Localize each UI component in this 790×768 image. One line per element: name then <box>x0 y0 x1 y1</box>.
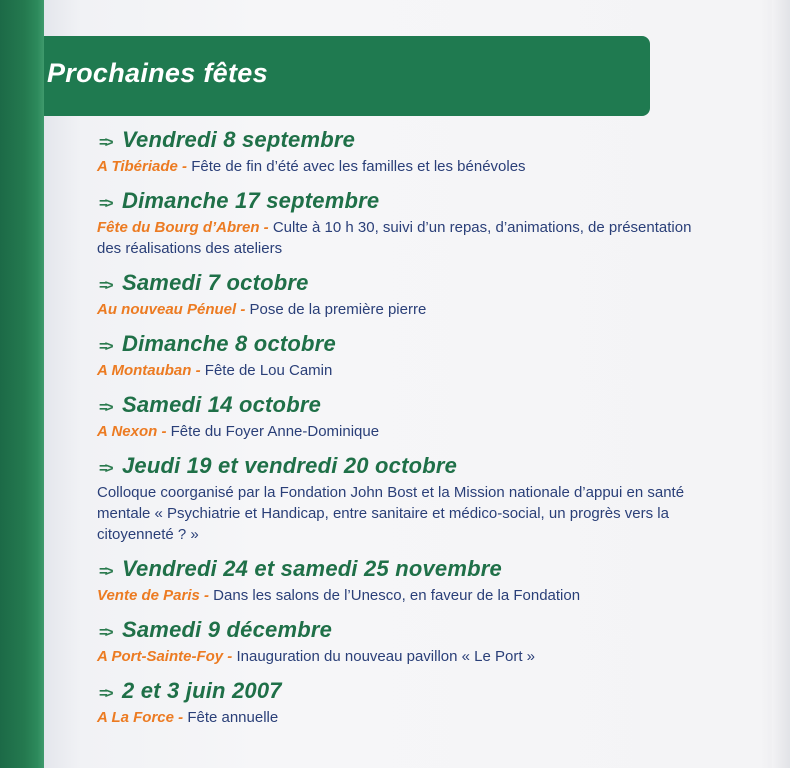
event-text: Fête du Foyer Anne-Dominique <box>170 423 380 440</box>
event-item <box>97 267 750 328</box>
event-place: A Port-Sainte-Foy <box>97 648 224 665</box>
page-edge <box>772 0 790 768</box>
event-text: Fête de Lou Camin <box>204 362 333 379</box>
event-date: Samedi 14 octobre <box>122 392 322 417</box>
event-separator: - <box>191 362 205 379</box>
arrow-right-icon: => <box>99 563 111 580</box>
event-list <box>97 124 750 736</box>
event-date: Dimanche 17 septembre <box>122 188 380 213</box>
event-date: Vendredi 24 et samedi 25 novembre <box>122 556 502 581</box>
event-text: Fête de fin d’été avec les familles et les bénévoles <box>191 158 526 175</box>
event-text: Inauguration du nouveau pavillon « Le Port » <box>236 648 536 665</box>
event-place: A Tibériade <box>97 158 178 175</box>
event-date: Samedi 9 décembre <box>122 617 333 642</box>
event-text: Culte à 10 h 30, suivi d’un repas, d’animations, de présentation des réalisations des ateliers <box>97 219 692 257</box>
event-item <box>97 614 750 675</box>
event-separator: - <box>199 587 214 604</box>
event-date: Dimanche 8 octobre <box>122 331 336 356</box>
event-text: Fête annuelle <box>187 709 279 726</box>
event-place: Vente de Paris <box>97 587 200 604</box>
event-description <box>97 156 637 185</box>
event-place: Au nouveau Pénuel <box>97 301 237 318</box>
event-description <box>97 421 750 450</box>
event-date: Jeudi 19 et vendredi 20 octobre <box>122 453 458 478</box>
arrow-right-icon: => <box>99 134 111 151</box>
event-separator: - <box>236 301 250 318</box>
event-date: Samedi 7 octobre <box>122 270 309 295</box>
event-item <box>97 675 750 736</box>
event-separator: - <box>173 709 188 726</box>
arrow-right-icon: => <box>99 277 111 294</box>
arrow-right-icon: => <box>99 624 111 641</box>
event-description <box>97 299 750 328</box>
event-item <box>97 124 750 185</box>
event-item <box>97 328 750 389</box>
event-description <box>97 707 750 736</box>
event-description <box>97 217 697 267</box>
arrow-right-icon: => <box>99 338 111 355</box>
event-item <box>97 450 750 553</box>
event-place: Fête du Bourg d’Abren <box>97 219 260 236</box>
event-date: 2 et 3 juin 2007 <box>122 678 282 703</box>
event-place: A La Force <box>97 709 174 726</box>
event-separator: - <box>259 219 273 236</box>
arrow-right-icon: => <box>99 399 111 416</box>
event-separator: - <box>177 158 192 175</box>
event-text: Pose de la première pierre <box>249 301 427 318</box>
event-description <box>97 585 750 614</box>
event-description <box>97 482 737 553</box>
binding-spine <box>0 0 44 768</box>
event-description <box>97 360 750 389</box>
event-place: A Montauban <box>97 362 192 379</box>
arrow-right-icon: => <box>99 685 111 702</box>
event-separator: - <box>223 648 237 665</box>
event-text: Colloque coorganisé par la Fondation John Bost et la Mission nationale d’appui en santé mentale « Psychiatrie et Handicap, entre sanitaire et médico-social, un progrès vers la citoyenneté ? » <box>97 484 685 543</box>
event-place: A Nexon <box>97 423 158 440</box>
event-item <box>97 389 750 450</box>
event-date: Vendredi 8 septembre <box>122 127 356 152</box>
page-title: Prochaines fêtes <box>47 58 268 88</box>
event-item <box>97 185 750 267</box>
event-item <box>97 553 750 614</box>
arrow-right-icon: => <box>99 460 111 477</box>
event-separator: - <box>157 423 171 440</box>
event-text: Dans les salons de l’Unesco, en faveur de la Fondation <box>213 587 581 604</box>
event-description <box>97 646 750 675</box>
arrow-right-icon: => <box>99 195 111 212</box>
